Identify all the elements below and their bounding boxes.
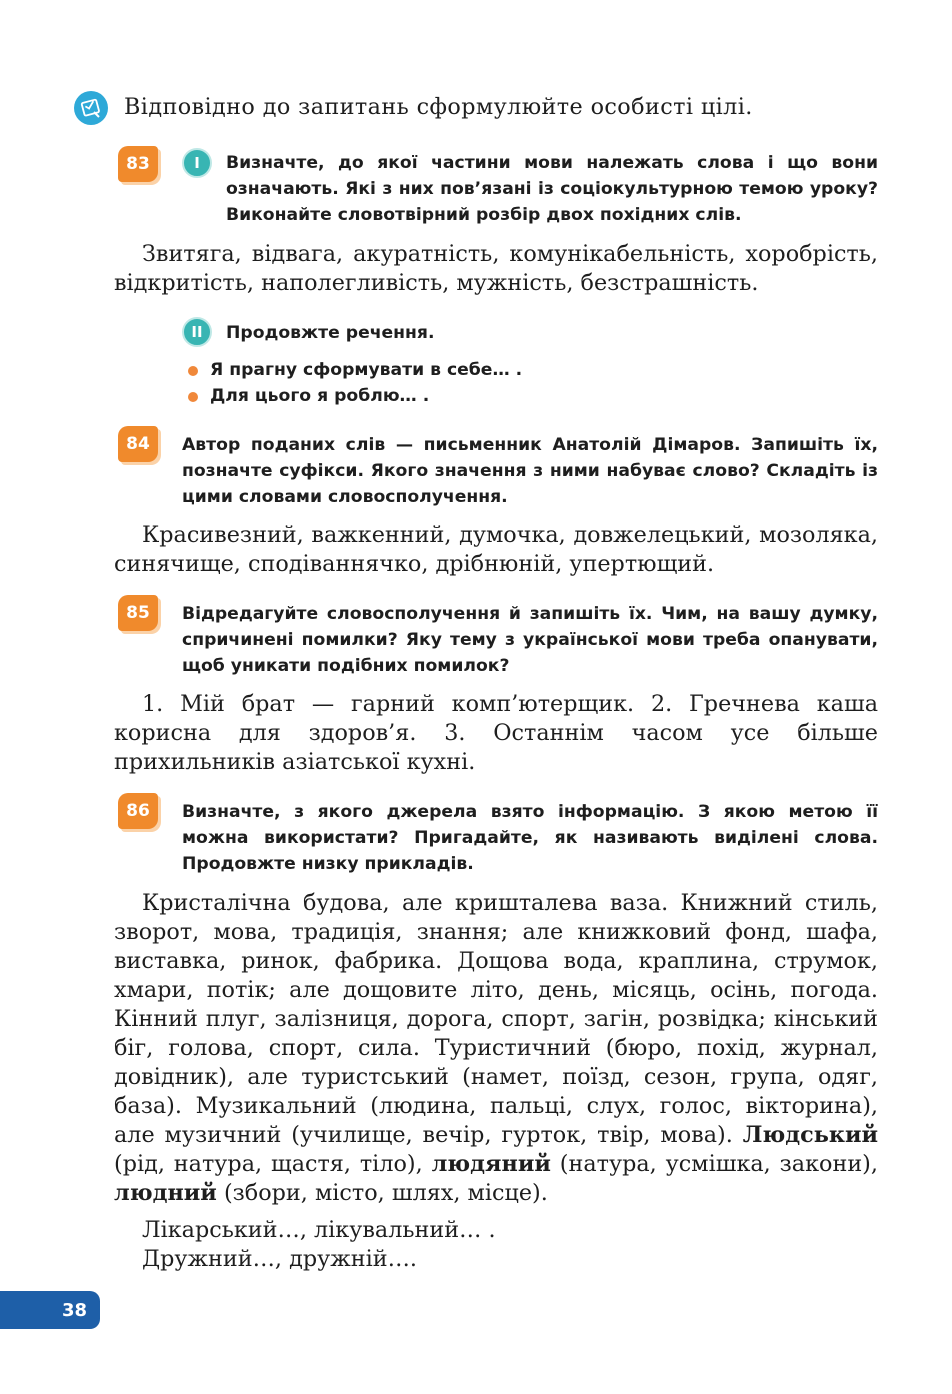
part-one-marker: I — [182, 148, 212, 178]
exercise-number-85: 85 — [118, 595, 158, 631]
bullet-icon — [188, 366, 198, 376]
exercise-83-part2-task: Продовжте речення. — [226, 323, 435, 343]
bullet-icon — [188, 392, 198, 402]
exercise-86-text: Кристалічна будова, але кришталева ваза. Книжний стиль, зворот, мова, традиція, знання; але книжковий фонд, шафа, виставка, ринок, фабрика. Дощова вода, краплина, струмок, хмари, потік; але дощовите літо, день, місяць, осінь, погода. Кінний плуг, залізниця, дорога, спорт, загін, розвідка; кінський біг, голова, спорт, сила. Туристичний (бюро, похід, журнал, довідник), але туристський (намет, поїзд, сезон, група, одяг, база). Музикальний (людина, пальці, слух, голос, вікторина), але музичний (училище, вечір, гурток, твір, мова). Людський (рід, натура, щастя, тіло), людяний (натура, усмішка, закони), людний (збори, місто, шлях, місце). — [114, 890, 879, 1206]
exercise-number-83: 83 — [118, 146, 158, 182]
highlighted-word: людний — [114, 1180, 217, 1206]
exercise-86-task: Визначте, з якого джерела взято інформацію. З якою метою її можна використати? Пригадайте, як називають виділені слова. Продовжте низку прикладів. — [182, 802, 878, 874]
exercise-84-task: Автор поданих слів — письменник Анатолій Дімаров. Запишіть їх, позначте суфікси. Якого значення з ними набуває слово? Складіть із цими словами словосполучення. — [182, 435, 878, 507]
highlighted-word: Людський — [742, 1122, 879, 1148]
bullet-item-1: Я прагну сформувати в себе… . — [210, 360, 523, 380]
exercise-85-task: Відредагуйте словосполучення й запишіть їх. Чим, на вашу думку, спричинені помилки? Яку тему з української мови треба опанувати, щоб уникати подібних помилок? — [182, 604, 878, 676]
exercise-83-words: Звитяга, відвага, акуратність, комунікабельність, хоробрість, відкритість, наполегливість, мужність, безстрашність. — [114, 241, 878, 296]
intro-text: Відповідно до запитань сформулюйте особисті цілі. — [124, 94, 753, 120]
exercise-number-86: 86 — [118, 793, 158, 829]
goal-icon — [74, 91, 108, 125]
bullet-item-2: Для цього я роблю… . — [210, 386, 430, 406]
exercise-number-84: 84 — [118, 426, 158, 462]
exercise-86-line-3: Дружний…, дружній…. — [142, 1246, 417, 1272]
page-number: 38 — [0, 1291, 100, 1329]
exercise-86-main-text: Кристалічна будова, але кришталева ваза. Книжний стиль, зворот, мова, традиція, знання; але книжковий фонд, шафа, виставка, ринок, фабрика. Дощова вода, краплина, струмок, хмари, потік; але дощовите літо, день, місяць, осінь, погода. Кінний плуг, залізниця, дорога, спорт, загін, розвідка; кінський біг, голова, спорт, сила. Туристичний (бюро, похід, журнал, довідник), але туристський (намет, поїзд, сезон, група, одяг, база). Музикальний (людина, пальці, слух, голос, вікторина), але музичний (училище, вечір, гурток, твір, мова). — [114, 890, 878, 1148]
exercise-83-task: Визначте, до якої частини мови належать слова і що вони означають. Які з них пов’язані із соціокультурною темою уроку? Виконайте словотвірний розбір двох похідних слів. — [226, 153, 878, 225]
exercise-84-text: Красивезний, важкенний, думочка, довжелецький, мозоляка, синячище, сподіваннячко, дрібнюній, упертющий. — [114, 522, 878, 577]
highlighted-word: людяний — [431, 1151, 551, 1177]
part-two-marker: II — [182, 317, 212, 347]
exercise-86-line-2: Лікарський…, лікувальний… . — [142, 1217, 496, 1243]
exercise-85-text: 1. Мій брат — гарний комп’ютерщик. 2. Гречнева каша корисна для здоров’я. 3. Останнім часом усе більше прихильників азіатської кухні. — [114, 691, 878, 775]
